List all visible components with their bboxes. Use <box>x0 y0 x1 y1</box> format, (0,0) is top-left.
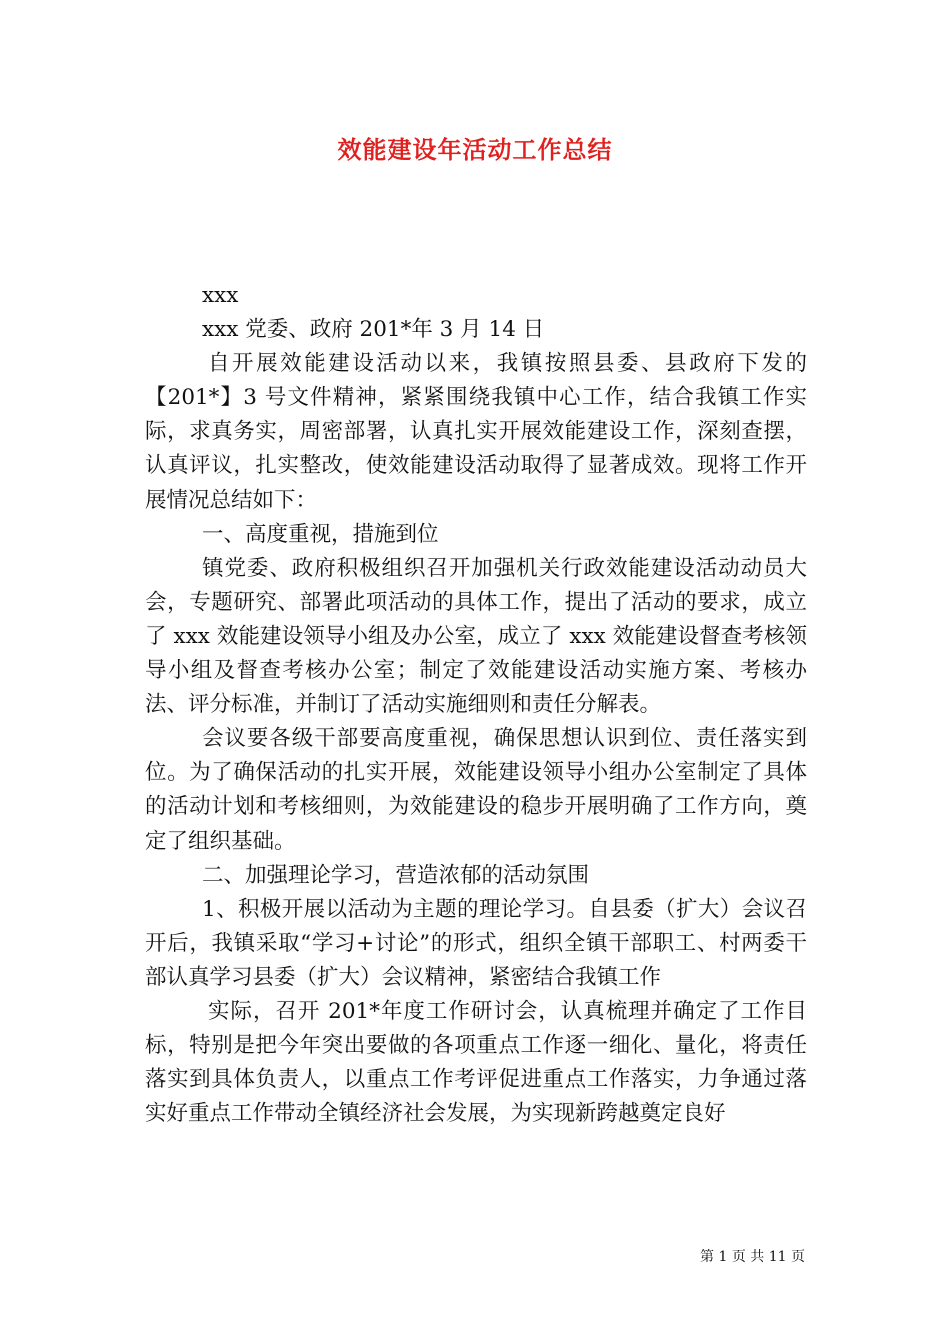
byline: xxx 党委、政府 201*年 3 月 14 日 <box>202 317 545 343</box>
paragraph: 1、积极开展以活动为主题的理论学习。自县委（扩大）会议召开后，我镇采取“学习+讨论”的形式，组织全镇干部职工、村两委干部认真学习县委（扩大）会议精神，紧密结合我镇工作 <box>145 896 807 990</box>
page-number: 第 1 页 共 11 页 <box>700 1249 805 1265</box>
paragraph: 会议要各级干部要高度重视，确保思想认识到位、责任落实到位。为了确保活动的扎实开展，效能建设领导小组办公室制定了具体的活动计划和考核细则，为效能建设的稳步开展明确了工作方向，奠定了组织基础。 <box>145 726 807 854</box>
paragraph-intro: 自开展效能建设活动以来，我镇按照县委、县政府下发的【201*】3 号文件精神，紧紧围绕我镇中心工作，结合我镇工作实际，求真务实，周密部署，认真扎实开展效能建设工作，深刻查摆，认真评议，扎实整改，使效能建设活动取得了显著成效。现将工作开展情况总结如下： <box>145 351 807 513</box>
document-body <box>145 279 807 1131</box>
section-heading-1: 一、高度重视，措施到位 <box>202 521 439 547</box>
author-line: xxx <box>202 283 239 308</box>
document-title: 效能建设年活动工作总结 <box>337 135 613 164</box>
paragraph: 镇党委、政府积极组织召开加强机关行政效能建设活动动员大会，专题研究、部署此项活动的具体工作，提出了活动的要求，成立了 xxx 效能建设领导小组及办公室，成立了 xxx 效能建设督查考核领导小组及督查考核办公室；制定了效能建设活动实施方案、考核办法、评分标准，并制订了活动实施细则和责任分解表。 <box>145 555 807 718</box>
paragraph: 实际，召开 201*年度工作研讨会，认真梳理并确定了工作目标，特别是把今年突出要做的各项重点工作逐一细化、量化，将责任落实到具体负责人，以重点工作考评促进重点工作落实，力争通过落实好重点工作带动全镇经济社会发展，为实现新跨越奠定良好 <box>145 998 807 1127</box>
section-heading-2: 二、加强理论学习，营造浓郁的活动氛围 <box>202 862 590 888</box>
